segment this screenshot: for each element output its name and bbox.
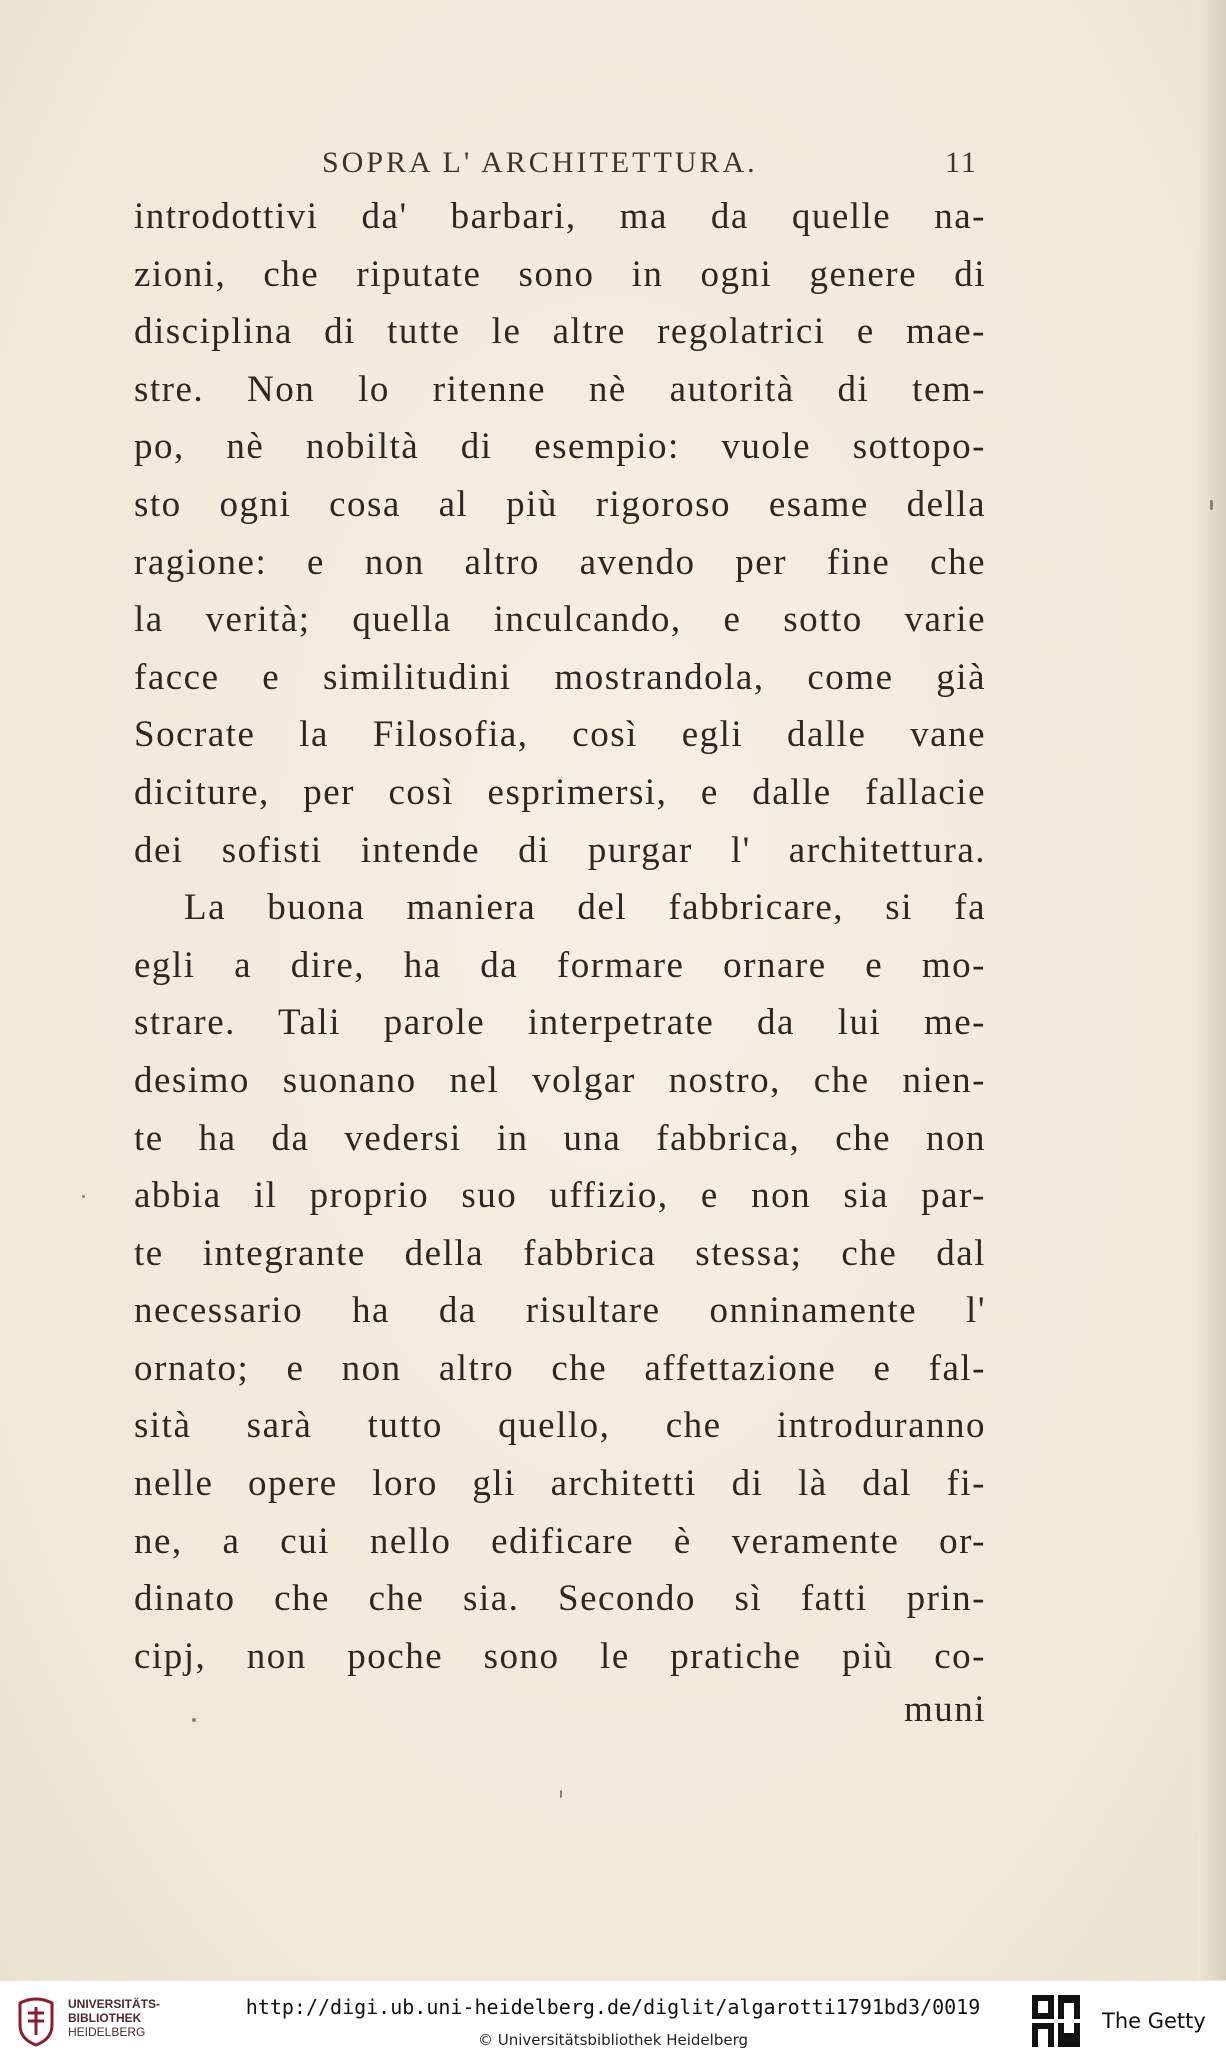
text-line: desimo suonano nel volgar nostro, che nien- — [134, 1059, 986, 1101]
library-logo-line: HEIDELBERG — [68, 2025, 146, 2039]
page-number: 11 — [945, 146, 978, 179]
text-line: Socrate la Filosofia, così egli dalle vane — [134, 714, 986, 756]
library-logo-line: UNIVERSITÄTS- — [68, 1997, 161, 2011]
text-line: ragione: e non altro avendo per fine che — [134, 541, 986, 583]
text-line: introdottivi da' barbari, ma da quelle na- — [134, 196, 986, 237]
text-line: ornato; e non altro che affettazione e fal- — [134, 1347, 986, 1389]
catchword: muni — [903, 1689, 986, 1730]
partner-name: The Getty — [1102, 2009, 1206, 2033]
text-line: strare. Tali parole interpetrate da lui me- — [134, 1002, 986, 1044]
text-line: la verità; quella inculcando, e sotto varie — [134, 599, 986, 641]
text-line: facce e similitudini mostrandola, come già — [134, 656, 986, 698]
text-line: zioni, che riputate sono in ogni genere di — [134, 253, 986, 295]
paper-speck — [82, 1195, 85, 1198]
text-line: egli a dire, ha da formare ornare e mo- — [134, 944, 986, 986]
text-line: te integrante della fabbrica stessa; che dal — [134, 1232, 986, 1274]
text-line: po, nè nobiltà di esempio: vuole sottopo- — [134, 426, 986, 468]
paper-speck — [1210, 500, 1213, 510]
text-line: dinato che che sia. Secondo sì fatti prin- — [134, 1578, 986, 1620]
text-line: necessario ha da risultare onninamente l' — [134, 1290, 986, 1332]
text-line: abbia il proprio suo uffizio, e non sia par- — [134, 1175, 986, 1217]
getty-emblem-icon — [1030, 1993, 1082, 2049]
permalink-url[interactable]: http://digi.ub.uni-heidelberg.de/diglit/algarotti1791bd3/0019 — [245, 1995, 981, 2019]
paper-speck — [560, 1790, 562, 1798]
text-line: nelle opere loro gli architetti di là dal fi- — [134, 1463, 986, 1505]
viewer-footer — [0, 1980, 1226, 2066]
text-line: disciplina di tutte le altre regolatrici e mae- — [134, 311, 986, 353]
text-line: ne, a cui nello edificare è veramente or- — [134, 1520, 986, 1562]
text-line: stre. Non lo ritenne nè autorità di tem- — [134, 368, 986, 410]
paper-speck — [192, 1718, 196, 1722]
text-line: sto ogni cosa al più rigoroso esame della — [134, 483, 986, 525]
text-line: dei sofisti intende di purgar l' architettura. — [134, 829, 986, 871]
page-edge-shadow — [1198, 0, 1226, 1980]
running-head — [322, 146, 978, 190]
text-line: cipj, non poche sono le pratiche più co- — [134, 1635, 986, 1677]
text-line: te ha da vedersi in una fabbrica, che non — [134, 1117, 986, 1159]
body-text — [134, 188, 986, 1685]
getty-logo[interactable] — [1030, 1993, 1220, 2053]
copyright-notice: © Universitätsbibliothek Heidelberg — [477, 2031, 748, 2049]
text-line: sità sarà tutto quello, che introduranno — [134, 1405, 986, 1447]
running-head-title: SOPRA L' ARCHITETTURA. — [322, 146, 758, 179]
text-line-paragraph-start: La buona maniera del fabbricare, si fa — [184, 887, 986, 929]
text-line: diciture, per così esprimersi, e dalle fallacie — [134, 771, 986, 813]
library-logo-line: BIBLIOTHEK — [68, 2011, 142, 2025]
